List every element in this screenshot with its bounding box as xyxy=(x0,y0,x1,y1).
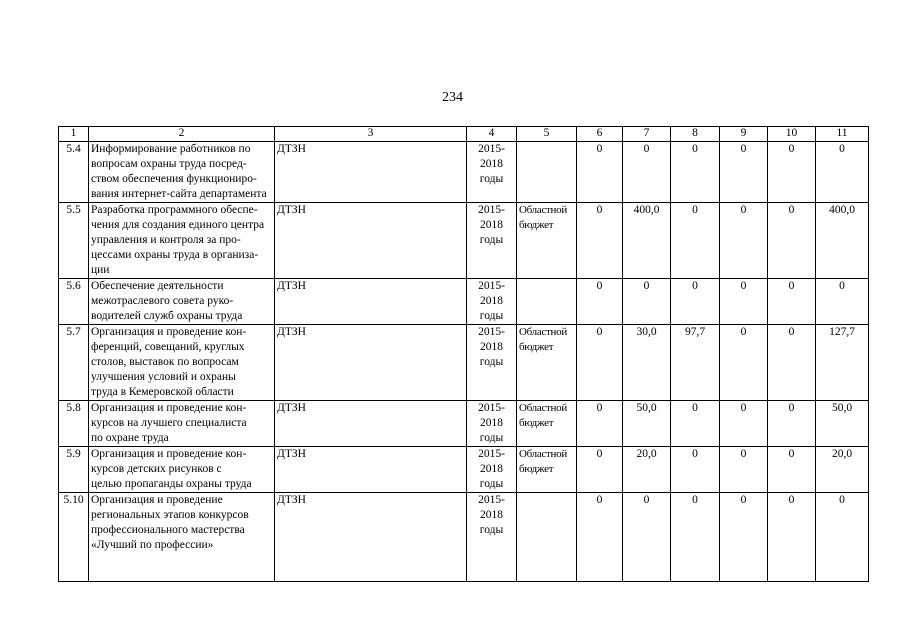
activity-name-line: Информирование работников по xyxy=(91,143,251,155)
period-line: 2018 xyxy=(480,417,503,429)
period xyxy=(467,493,517,582)
period xyxy=(467,142,517,203)
value-cell: 0 xyxy=(577,142,623,203)
row-number: 5.8 xyxy=(59,401,89,447)
activity-name-line: по охране труда xyxy=(91,432,169,444)
activity-name-line: Разработка программного обеспе- xyxy=(91,204,258,216)
value-cell: 0 xyxy=(577,447,623,493)
value-cell: 0 xyxy=(671,447,720,493)
funding-source xyxy=(517,203,577,279)
activity-name-line: профессионального мастерства xyxy=(91,524,245,536)
row-number: 5.9 xyxy=(59,447,89,493)
value-cell: 0 xyxy=(768,279,816,325)
executor: ДТЗН xyxy=(275,493,467,582)
value-cell: 0 xyxy=(768,401,816,447)
value-cell: 0 xyxy=(671,401,720,447)
table-row xyxy=(59,279,869,325)
period-line: годы xyxy=(479,234,504,246)
row-number: 5.6 xyxy=(59,279,89,325)
value-cell: 0 xyxy=(671,142,720,203)
value-cell: 0 xyxy=(720,325,768,401)
row-number: 5.5 xyxy=(59,203,89,279)
row-number: 5.7 xyxy=(59,325,89,401)
period-line: годы xyxy=(479,356,504,368)
value-cell: 0 xyxy=(577,279,623,325)
activity-name-line: водителей служб охраны труда xyxy=(91,310,243,322)
value-cell: 0 xyxy=(816,279,869,325)
row-number: 5.4 xyxy=(59,142,89,203)
column-header: 11 xyxy=(816,127,869,142)
funding-source xyxy=(517,447,577,493)
activity-name-line: столов, выставок по вопросам xyxy=(91,356,239,368)
value-cell: 0 xyxy=(577,493,623,582)
page-number: 234 xyxy=(442,90,463,105)
period-line: 2018 xyxy=(480,219,503,231)
column-header: 4 xyxy=(467,127,517,142)
activity-name-line: курсов на лучшего специалиста xyxy=(91,417,247,429)
period xyxy=(467,325,517,401)
value-cell: 97,7 xyxy=(671,325,720,401)
value-cell: 0 xyxy=(720,493,768,582)
funding-source-line: бюджет xyxy=(519,341,554,353)
table-row xyxy=(59,493,869,582)
value-cell: 0 xyxy=(671,279,720,325)
table-row xyxy=(59,203,869,279)
activity-name xyxy=(89,401,275,447)
funding-source-line: Областной xyxy=(519,402,567,414)
funding-source-line: Областной xyxy=(519,448,567,460)
activity-name-line: управления и контроля за про- xyxy=(91,234,241,246)
value-cell: 0 xyxy=(816,493,869,582)
value-cell: 0 xyxy=(768,325,816,401)
table-row xyxy=(59,325,869,401)
value-cell: 0 xyxy=(720,142,768,203)
value-cell: 127,7 xyxy=(816,325,869,401)
value-cell: 0 xyxy=(720,447,768,493)
period-line: 2018 xyxy=(480,463,503,475)
column-header: 7 xyxy=(623,127,671,142)
value-cell: 0 xyxy=(768,142,816,203)
table-row xyxy=(59,401,869,447)
funding-source xyxy=(517,142,577,203)
period-line: 2015- xyxy=(478,280,505,292)
period-line: 2018 xyxy=(480,509,503,521)
value-cell: 0 xyxy=(720,401,768,447)
activity-name-line: межотраслевого совета руко- xyxy=(91,295,234,307)
period-line: 2015- xyxy=(478,402,505,414)
value-cell: 400,0 xyxy=(816,203,869,279)
period xyxy=(467,447,517,493)
value-cell: 0 xyxy=(671,203,720,279)
activity-name-line: «Лучший по профессии» xyxy=(91,539,214,551)
activity-name-line: вания интернет-сайта департамента xyxy=(91,188,267,200)
activity-name-line: региональных этапов конкурсов xyxy=(91,509,249,521)
period-line: 2018 xyxy=(480,341,503,353)
period-line: 2018 xyxy=(480,295,503,307)
executor: ДТЗН xyxy=(275,142,467,203)
period-line: годы xyxy=(479,478,504,490)
activity-name xyxy=(89,279,275,325)
value-cell: 0 xyxy=(720,279,768,325)
period-line: годы xyxy=(479,432,504,444)
value-cell: 0 xyxy=(623,142,671,203)
executor: ДТЗН xyxy=(275,447,467,493)
column-header: 10 xyxy=(768,127,816,142)
value-cell: 0 xyxy=(720,203,768,279)
activity-name-line: Организация и проведение кон- xyxy=(91,326,247,338)
value-cell: 0 xyxy=(671,493,720,582)
activity-name-line: ции xyxy=(91,264,110,276)
activity-name xyxy=(89,493,275,582)
column-header: 8 xyxy=(671,127,720,142)
period-line: 2018 xyxy=(480,158,503,170)
funding-source-line: Областной xyxy=(519,204,567,216)
activity-name-line: чения для создания единого центра xyxy=(91,219,265,231)
executor: ДТЗН xyxy=(275,401,467,447)
funding-source-line: бюджет xyxy=(519,417,554,429)
period-line: 2015- xyxy=(478,204,505,216)
funding-source xyxy=(517,401,577,447)
executor: ДТЗН xyxy=(275,325,467,401)
column-header: 9 xyxy=(720,127,768,142)
activity-name-line: труда в Кемеровской области xyxy=(91,386,234,398)
value-cell: 400,0 xyxy=(623,203,671,279)
activity-name-line: Организация и проведение кон- xyxy=(91,402,247,414)
funding-source xyxy=(517,493,577,582)
table-row xyxy=(59,142,869,203)
table-row xyxy=(59,447,869,493)
value-cell: 0 xyxy=(577,401,623,447)
funding-source xyxy=(517,325,577,401)
value-cell: 20,0 xyxy=(816,447,869,493)
activity-name-line: Организация и проведение кон- xyxy=(91,448,247,460)
activity-name xyxy=(89,325,275,401)
activity-name xyxy=(89,203,275,279)
column-header: 2 xyxy=(89,127,275,142)
column-header: 1 xyxy=(59,127,89,142)
value-cell: 0 xyxy=(768,203,816,279)
activity-name-line: Организация и проведение xyxy=(91,494,223,506)
value-cell: 20,0 xyxy=(623,447,671,493)
value-cell: 50,0 xyxy=(623,401,671,447)
funding-source xyxy=(517,279,577,325)
period xyxy=(467,401,517,447)
activity-name xyxy=(89,447,275,493)
activity-name-line: цессами охраны труда в организа- xyxy=(91,249,259,261)
period-line: 2015- xyxy=(478,448,505,460)
program-table xyxy=(58,126,869,582)
period-line: 2015- xyxy=(478,326,505,338)
executor: ДТЗН xyxy=(275,203,467,279)
activity-name-line: улучшения условий и охраны xyxy=(91,371,236,383)
period xyxy=(467,279,517,325)
value-cell: 0 xyxy=(768,447,816,493)
row-number: 5.10 xyxy=(59,493,89,582)
header-row xyxy=(59,127,869,142)
activity-name-line: ством обеспечения функциониро- xyxy=(91,173,257,185)
column-header: 3 xyxy=(275,127,467,142)
activity-name xyxy=(89,142,275,203)
value-cell: 0 xyxy=(577,325,623,401)
value-cell: 0 xyxy=(623,493,671,582)
activity-name-line: ференций, совещаний, круглых xyxy=(91,341,245,353)
column-header: 6 xyxy=(577,127,623,142)
value-cell: 0 xyxy=(816,142,869,203)
period xyxy=(467,203,517,279)
period-line: 2015- xyxy=(478,494,505,506)
value-cell: 0 xyxy=(768,493,816,582)
value-cell: 30,0 xyxy=(623,325,671,401)
period-line: годы xyxy=(479,524,504,536)
period-line: годы xyxy=(479,173,504,185)
activity-name-line: целью пропаганды охраны труда xyxy=(91,478,252,490)
funding-source-line: бюджет xyxy=(519,219,554,231)
value-cell: 0 xyxy=(623,279,671,325)
value-cell: 50,0 xyxy=(816,401,869,447)
value-cell: 0 xyxy=(577,203,623,279)
column-header: 5 xyxy=(517,127,577,142)
funding-source-line: Областной xyxy=(519,326,567,338)
period-line: годы xyxy=(479,310,504,322)
funding-source-line: бюджет xyxy=(519,463,554,475)
period-line: 2015- xyxy=(478,143,505,155)
activity-name-line: вопросам охраны труда посред- xyxy=(91,158,247,170)
activity-name-line: Обеспечение деятельности xyxy=(91,280,224,292)
activity-name-line: курсов детских рисунков с xyxy=(91,463,222,475)
executor: ДТЗН xyxy=(275,279,467,325)
